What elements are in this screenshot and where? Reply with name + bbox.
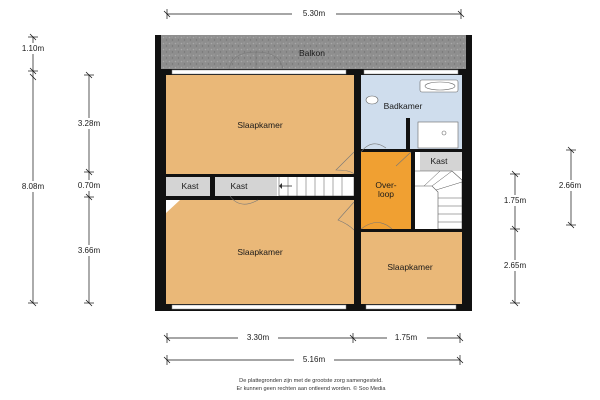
window-south-left xyxy=(172,305,346,309)
window-north-left xyxy=(172,70,346,74)
disclaimer-line2: Er kunnen geen rechten aan ontleend worden. © Soo Media xyxy=(236,386,386,392)
balcony-wall-left xyxy=(155,35,161,69)
wall-landing-east xyxy=(411,151,415,229)
wall-closets-south xyxy=(166,196,354,200)
dim-bottom-right-width: 1.75m xyxy=(394,333,418,342)
balcony xyxy=(155,35,472,69)
shower xyxy=(418,122,458,148)
dim-top-width: 5.30m xyxy=(302,9,326,18)
wall-west xyxy=(155,69,166,311)
dim-right-upper: 2.66m xyxy=(558,181,582,190)
disclaimer xyxy=(236,378,386,392)
wall-bedroom-top-south xyxy=(166,174,354,177)
window-south-right xyxy=(366,305,456,309)
dim-right-mid: 1.75m xyxy=(503,196,527,205)
wall-closet-divider xyxy=(210,176,215,196)
landing-label-line2: loop xyxy=(377,189,395,199)
wall-east xyxy=(462,69,472,311)
bedroom-top-label: Slaapkamer xyxy=(237,120,283,130)
toilet-icon xyxy=(366,96,378,104)
shower-drain-icon xyxy=(442,131,446,135)
wall-bedroom-right-north xyxy=(361,229,462,232)
bedroom-bottom-right-label: Slaapkamer xyxy=(387,262,433,272)
window-north-right xyxy=(364,70,458,74)
dim-total-depth: 8.08m xyxy=(21,182,45,191)
stairs-right xyxy=(413,171,462,229)
closet-left-label: Kast xyxy=(181,181,199,191)
wall-bathroom-partition xyxy=(406,118,410,149)
landing-label-line1: Over- xyxy=(375,180,397,190)
closet-right-label: Kast xyxy=(430,156,448,166)
wall-center xyxy=(354,75,361,304)
dim-bedroom-top-depth: 3.28m xyxy=(77,119,101,128)
dim-bottom-left-width: 3.30m xyxy=(246,333,270,342)
bathtub-basin xyxy=(425,82,455,90)
dim-balcony-depth: 1.10m xyxy=(21,44,45,53)
balcony-wall-right xyxy=(466,35,472,69)
bathroom-label: Badkamer xyxy=(383,101,423,111)
bedroom-bottom-left-label: Slaapkamer xyxy=(237,247,283,257)
dim-bedroom-bottom-depth: 3.66m xyxy=(77,246,101,255)
dim-right-lower: 2.65m xyxy=(503,261,527,270)
dim-bottom-total-width: 5.16m xyxy=(302,355,326,364)
disclaimer-line1: De plattegronden zijn met de grootste zorg samengesteld. xyxy=(239,378,383,384)
dim-closet-depth: 0.70m xyxy=(77,181,101,190)
balcony-label: Balkon xyxy=(299,48,325,58)
closet-mid-label: Kast xyxy=(230,181,248,191)
